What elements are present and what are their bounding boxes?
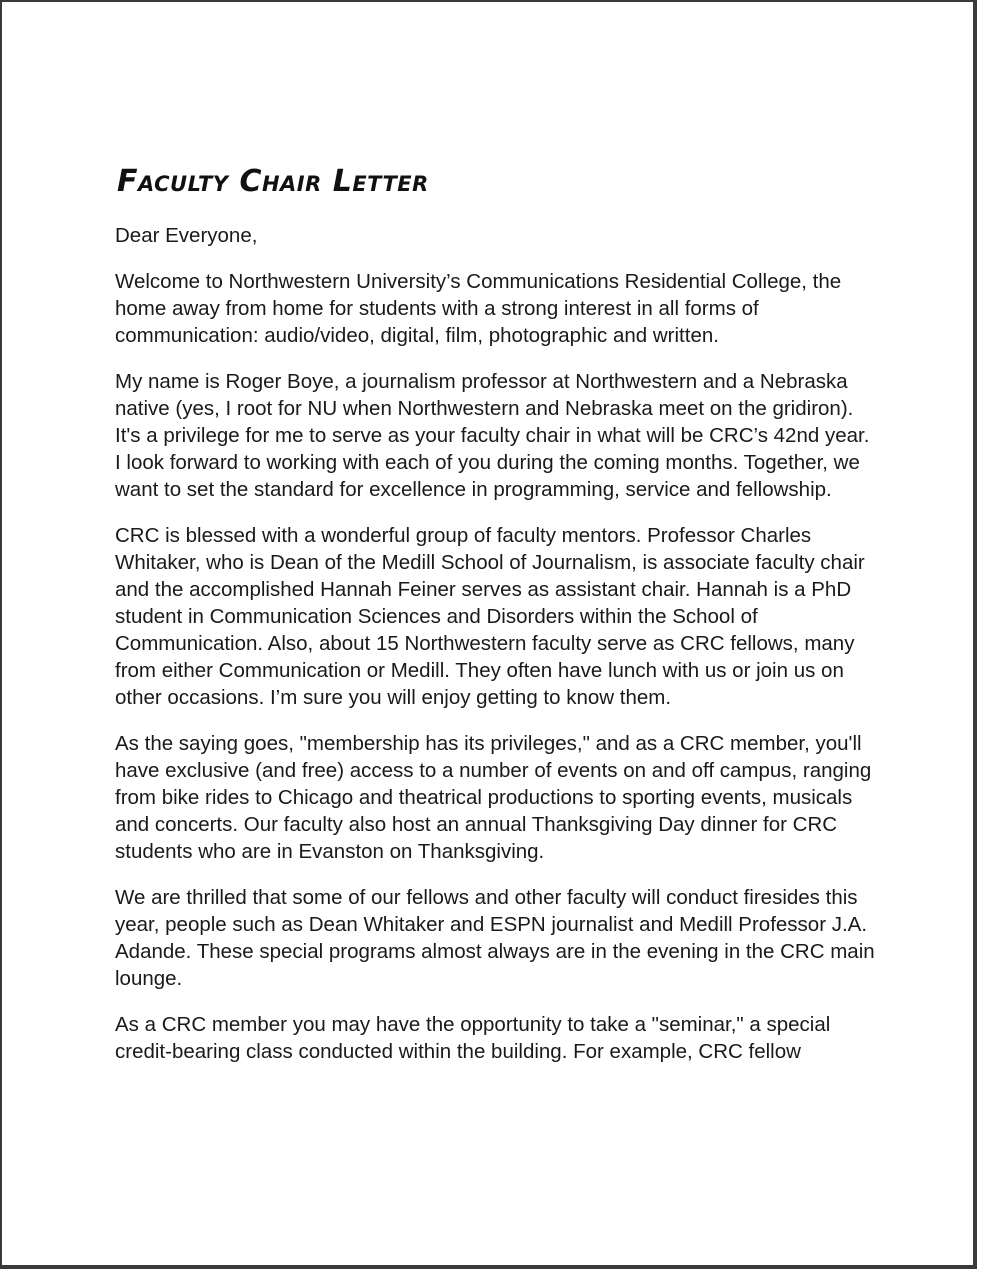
paragraph-membership: As the saying goes, "membership has its privileges," and as a CRC member, you'll have exclusive (and free) access to a number of events on and off campus, ranging from bike rides to Chicago and theatrical productions to sporting events, musicals and concerts. Our faculty also host an annual Thanksgiving Day dinner for CRC students who are in Evanston on Thanksgiving.: [115, 732, 872, 863]
letter-body: [115, 162, 875, 1084]
salutation: Dear Everyone,: [115, 224, 258, 247]
paragraph-welcome: Welcome to Northwestern University’s Communications Residential College, the home away from home for students with a strong interest in all forms of communication: audio/video, digital, film, photographic and written.: [115, 270, 842, 347]
paragraph-firesides: We are thrilled that some of our fellows and other faculty will conduct firesides this year, people such as Dean Whitaker and ESPN journalist and Medill Professor J.A. Adande. These special programs almost always are in the evening in the CRC main lounge.: [115, 886, 875, 990]
paragraph-introduction: My name is Roger Boye, a journalism professor at Northwestern and a Nebraska native (yes, I root for NU when Northwestern and Nebraska meet on the gridiron). It's a privilege for me to serve as your faculty chair in what will be CRC’s 42nd year. I look forward to working with each of you during the coming months. Together, we want to set the standard for excellence in programming, service and fellowship.: [115, 370, 870, 501]
paragraph-seminar: As a CRC member you may have the opportunity to take a "seminar," a special credit-bearing class conducted within the building. For example, CRC fellow: [115, 1013, 831, 1063]
page-title: Faculty Chair Letter: [117, 164, 429, 199]
paragraph-faculty-mentors: CRC is blessed with a wonderful group of faculty mentors. Professor Charles Whitaker, who is Dean of the Medill School of Journalism, is associate faculty chair and the accomplished Hannah Feiner serves as assistant chair. Hannah is a PhD student in Communication Sciences and Disorders within the School of Communication. Also, about 15 Northwestern faculty serve as CRC fellows, many from either Communication or Medill. They often have lunch with us or join us on other occasions. I’m sure you will enjoy getting to know them.: [115, 524, 865, 709]
